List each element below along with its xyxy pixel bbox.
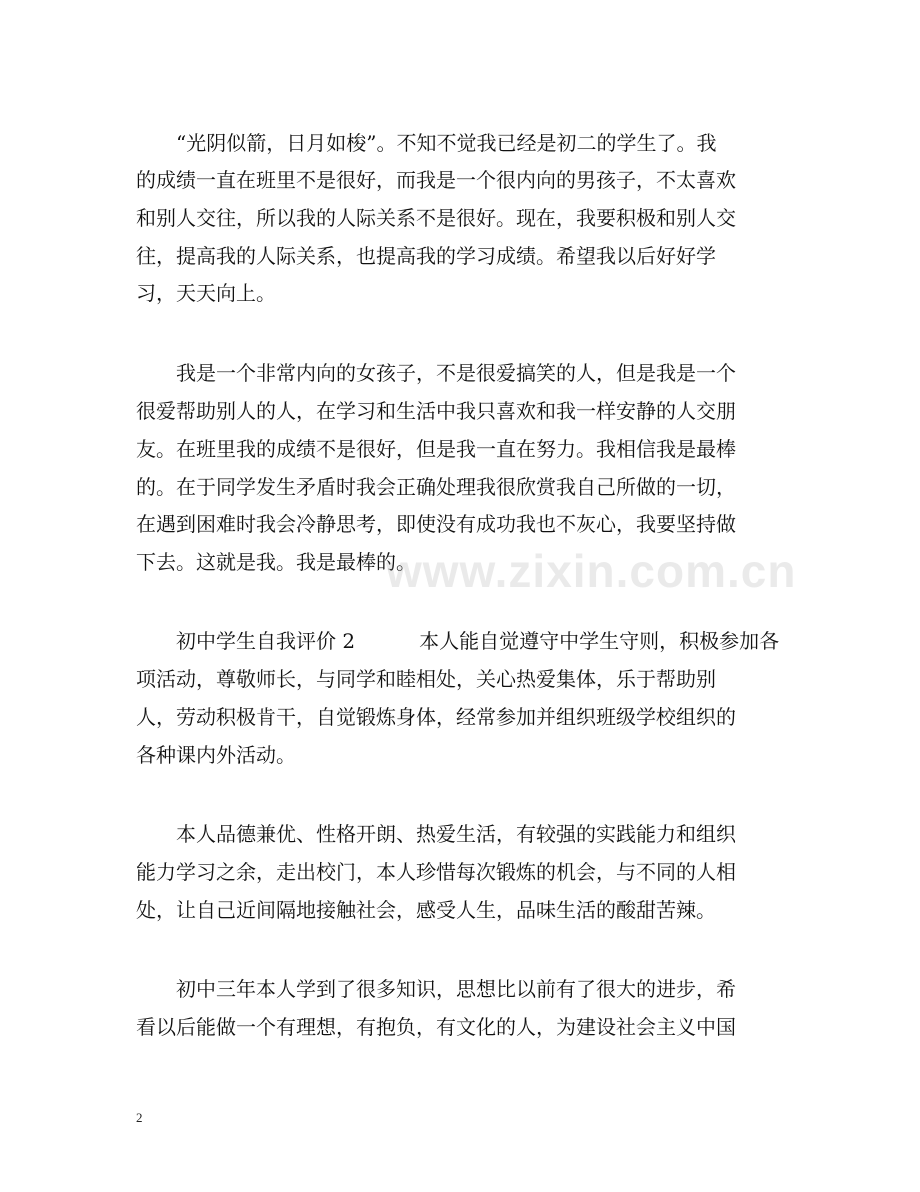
paragraph-2-line-2: 很爱帮助别人的人，在学习和生活中我只喜欢和我一样安静的人交朋 (136, 399, 736, 423)
paragraph-2-line-1: 我是一个非常内向的女孩子，不是很爱搞笑的人，但是我是一个 (176, 361, 736, 385)
paragraph-3-line-4: 各种课内外活动。 (136, 743, 296, 767)
paragraph-1-line-5: 习，天天向上。 (136, 281, 276, 305)
paragraph-4-line-3: 处，让自己近间隔地接触社会，感受人生，品味生活的酸甜苦辣。 (136, 898, 716, 922)
paragraph-1-line-3: 和别人交往，所以我的人际关系不是很好。现在，我要积极和别人交 (136, 206, 736, 230)
paragraph-3-line-2: 项活动，尊敬师长，与同学和睦相处，关心热爱集体，乐于帮助别 (136, 667, 716, 691)
paragraph-1-line-1: “光阴似箭，日月如梭”。不知不觉我已经是初二的学生了。我 (176, 131, 717, 155)
paragraph-4-line-2: 能力学习之余，走出校门，本人珍惜每次锻炼的机会，与不同的人相 (136, 860, 736, 884)
paragraph-4-line-1: 本人品德兼优、性格开朗、热爱生活，有较强的实践能力和组织 (176, 822, 736, 846)
paragraph-1-line-4: 往，提高我的人际关系，也提高我的学习成绩。希望我以后好好学 (136, 244, 716, 268)
paragraph-2-line-3: 友。在班里我的成绩不是很好，但是我一直在努力。我相信我是最棒 (136, 437, 736, 461)
paragraph-2-line-4: 的。在于同学发生矛盾时我会正确处理我很欣赏我自己所做的一切， (136, 475, 736, 499)
paragraph-2-line-5: 在遇到困难时我会冷静思考，即使没有成功我也不灰心，我要坚持做 (136, 512, 736, 536)
paragraph-3-line-1 (176, 623, 826, 659)
paragraph-3-line-3: 人，劳动积极肯干，自觉锻炼身体，经常参加并组织班级学校组织的 (136, 705, 736, 729)
paragraph-5-line-1: 初中三年本人学到了很多知识，思想比以前有了很大的进步，希 (176, 977, 736, 1001)
section-heading: 初中学生自我评价 2 (176, 629, 356, 653)
paragraph-5-line-2: 看以后能做一个有理想，有抱负，有文化的人，为建设社会主义中国 (136, 1015, 736, 1039)
paragraph-2-line-6: 下去。这就是我。我是最棒的。 (136, 550, 416, 574)
paragraph-1-line-2: 的成绩一直在班里不是很好，而我是一个很内向的男孩子，不太喜欢 (136, 168, 736, 192)
paragraph-3-line-1-text: 本人能自觉遵守中学生守则，积极参加各 (419, 629, 780, 653)
page-number: 2 (136, 1110, 143, 1125)
watermark: www.zixin.com.cn (386, 545, 797, 597)
